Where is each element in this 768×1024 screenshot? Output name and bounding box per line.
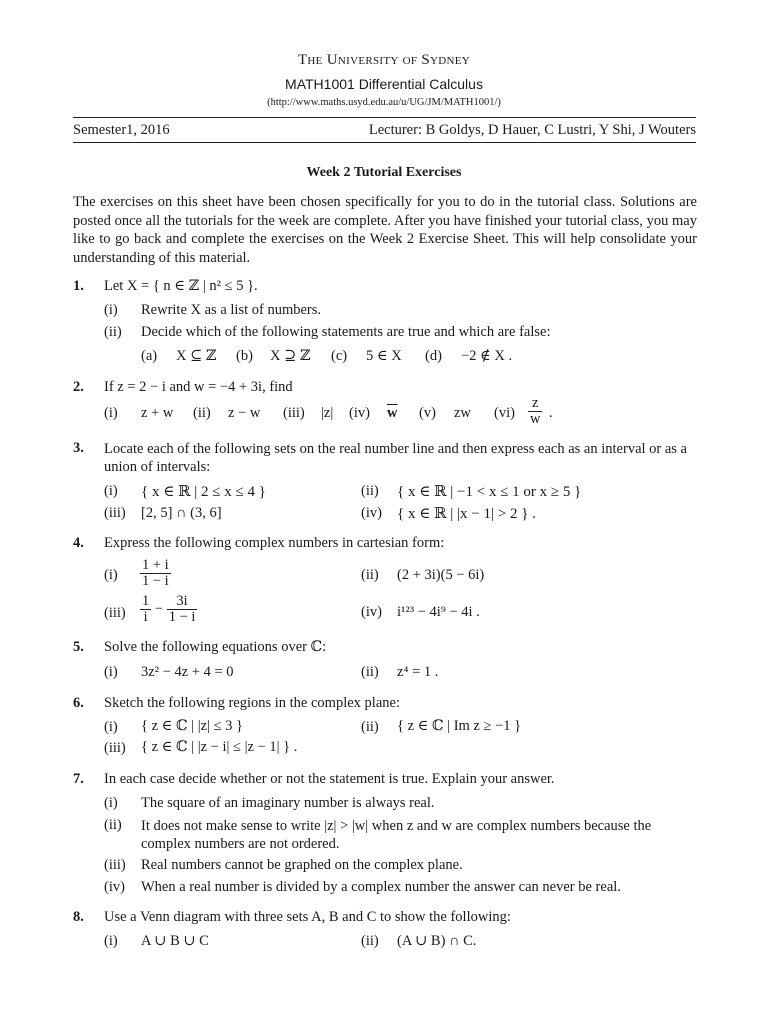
q1-number: 1. (73, 278, 84, 294)
q2-part-i: z + w (141, 405, 174, 421)
q1-statement-c: 5 ∈ X (366, 348, 402, 364)
q4-part-i-fraction (140, 558, 171, 589)
q2-label-iii: (iii) (283, 405, 305, 421)
q1-label-d: (d) (425, 348, 442, 364)
q3-part-ii: { x ∈ ℝ | −1 < x ≤ 1 or x ≥ 5 } (397, 484, 582, 500)
course-title: MATH1001 Differential Calculus (285, 76, 483, 92)
q5-number: 5. (73, 639, 84, 655)
q6-part-iii: { z ∈ ℂ | |z − i| ≤ |z − 1| } . (141, 739, 298, 755)
q3-number: 3. (73, 440, 84, 456)
sheet-title: Week 2 Tutorial Exercises (306, 165, 462, 180)
q1-part-i: Rewrite X as a list of numbers. (141, 302, 322, 318)
q1-stem: Let X = { n ∈ ℤ | n² ≤ 5 }. (104, 278, 258, 294)
q8-stem: Use a Venn diagram with three sets A, B and C to show the following: (104, 909, 511, 925)
intro-paragraph: The exercises on this sheet have been chosen specifically for you to do in the tutorial class. Solutions are posted once all the tutorials for the week are complete. After you have finished your tutorial class, you may like to go back and complete the exercises on the Week 2 Exercise Sheet. This will help consolidate your understanding of this material. (73, 194, 697, 266)
q1-statement-d: −2 ∉ X . (461, 348, 513, 364)
q2-vi-period: . (549, 405, 553, 421)
q7-stem: In each case decide whether or not the statement is true. Explain your answer. (104, 771, 555, 787)
q6-label-ii: (ii) (361, 719, 379, 735)
q4-label-iv: (iv) (361, 604, 382, 620)
q2-part-vi-fraction (528, 396, 542, 427)
q4-label-iii: (iii) (104, 605, 126, 621)
q5-label-ii: (ii) (361, 664, 379, 680)
q2-label-iv: (iv) (349, 405, 370, 421)
university-name: The University of Sydney (297, 52, 471, 68)
q6-part-i: { z ∈ ℂ | |z| ≤ 3 } (141, 718, 243, 734)
q5-part-ii: z⁴ = 1 . (397, 664, 439, 680)
q8-number: 8. (73, 909, 84, 925)
q7-part-iii: Real numbers cannot be graphed on the complex plane. (141, 857, 463, 873)
q2-part-iv-conjugate: $\overline{w}$ (387, 405, 398, 421)
q7-label-iii: (iii) (104, 857, 126, 873)
q4-part-iv: i¹²³ − 4i⁹ − 4i . (397, 604, 480, 620)
q6-label-i: (i) (104, 719, 118, 735)
q2-label-vi: (vi) (494, 405, 515, 421)
header-rule-bottom (73, 142, 696, 143)
q8-label-ii: (ii) (361, 933, 379, 949)
q7-label-iv: (iv) (104, 879, 125, 895)
q8-label-i: (i) (104, 933, 118, 949)
q7-part-iv: When a real number is divided by a complex number the answer can never be real. (141, 879, 621, 895)
q4-part-iii-expression (140, 594, 197, 625)
q7-part-ii: It does not make sense to write |z| > |w| when z and w are complex numbers because the complex numbers are not ordered. (141, 818, 652, 852)
q3-part-iv: { x ∈ ℝ | |x − 1| > 2 } . (397, 506, 536, 522)
q4-label-i: (i) (104, 567, 118, 583)
q4-iii-a-denominator: i (143, 609, 148, 625)
q1-label-b: (b) (236, 348, 253, 364)
q3-label-ii: (ii) (361, 483, 379, 499)
header-rule-top (73, 117, 696, 118)
lecturer: Lecturer: B Goldys, D Hauer, C Lustri, Y Shi, J Wouters (368, 122, 696, 138)
q4-iii-minus: − (154, 601, 164, 617)
q4-number: 4. (73, 535, 84, 551)
q2-label-v: (v) (419, 405, 436, 421)
q7-label-i: (i) (104, 795, 118, 811)
q1-statement-a: X ⊆ ℤ (176, 348, 217, 364)
q2-vi-numerator: z (528, 396, 542, 412)
q1-part-ii: Decide which of the following statements are true and which are false: (141, 324, 551, 340)
q1-label-ii: (ii) (104, 324, 122, 340)
q5-label-i: (i) (104, 664, 118, 680)
q2-label-ii: (ii) (193, 405, 211, 421)
q2-part-iii: |z| (321, 405, 334, 421)
q6-part-ii: { z ∈ ℂ | Im z ≥ −1 } (397, 718, 522, 734)
q1-label-a: (a) (141, 348, 158, 364)
q2-label-i: (i) (104, 405, 118, 421)
q4-part-ii: (2 + 3i)(5 − 6i) (397, 567, 485, 583)
q3-label-iv: (iv) (361, 505, 382, 521)
q6-stem: Sketch the following regions in the complex plane: (104, 695, 400, 711)
q2-stem: If z = 2 − i and w = −4 + 3i, find (104, 379, 293, 395)
q7-label-ii: (ii) (104, 817, 122, 833)
q3-stem: Locate each of the following sets on the real number line and then express each as an interval or as a union of intervals: (104, 441, 687, 475)
q1-label-c: (c) (331, 348, 348, 364)
q6-number: 6. (73, 695, 84, 711)
q4-label-ii: (ii) (361, 567, 379, 583)
q5-stem: Solve the following equations over ℂ: (104, 639, 327, 655)
q8-part-ii: (A ∪ B) ∩ C. (397, 933, 477, 949)
q4-iii-a-numerator: 1 (142, 593, 150, 609)
q8-part-i: A ∪ B ∪ C (141, 933, 209, 949)
q3-label-i: (i) (104, 483, 118, 499)
q5-part-i: 3z² − 4z + 4 = 0 (141, 664, 234, 680)
q4-iii-b-denominator: 1 − i (168, 609, 196, 625)
q4-stem: Express the following complex numbers in cartesian form: (104, 535, 445, 551)
q4-i-numerator: 1 + i (142, 557, 169, 573)
q7-number: 7. (73, 771, 84, 787)
q3-label-iii: (iii) (104, 505, 126, 521)
q2-vi-denominator: w (530, 411, 541, 427)
q3-part-iii: [2, 5] ∩ (3, 6] (141, 505, 222, 521)
semester: Semester1, 2016 (73, 122, 170, 138)
q6-label-iii: (iii) (104, 740, 126, 756)
q4-iii-b-numerator: 3i (167, 594, 198, 610)
q2-part-v: zw (454, 405, 471, 421)
q2-part-ii: z − w (228, 405, 261, 421)
q1-label-i: (i) (104, 302, 118, 318)
q1-statement-b: X ⊇ ℤ (270, 348, 311, 364)
course-url: (http://www.maths.usyd.edu.au/u/UG/JM/MATH1001/) (267, 97, 501, 108)
q2-number: 2. (73, 379, 84, 395)
q4-i-denominator: 1 − i (142, 573, 169, 589)
q3-part-i: { x ∈ ℝ | 2 ≤ x ≤ 4 } (141, 484, 266, 500)
q7-part-i: The square of an imaginary number is always real. (141, 795, 435, 811)
